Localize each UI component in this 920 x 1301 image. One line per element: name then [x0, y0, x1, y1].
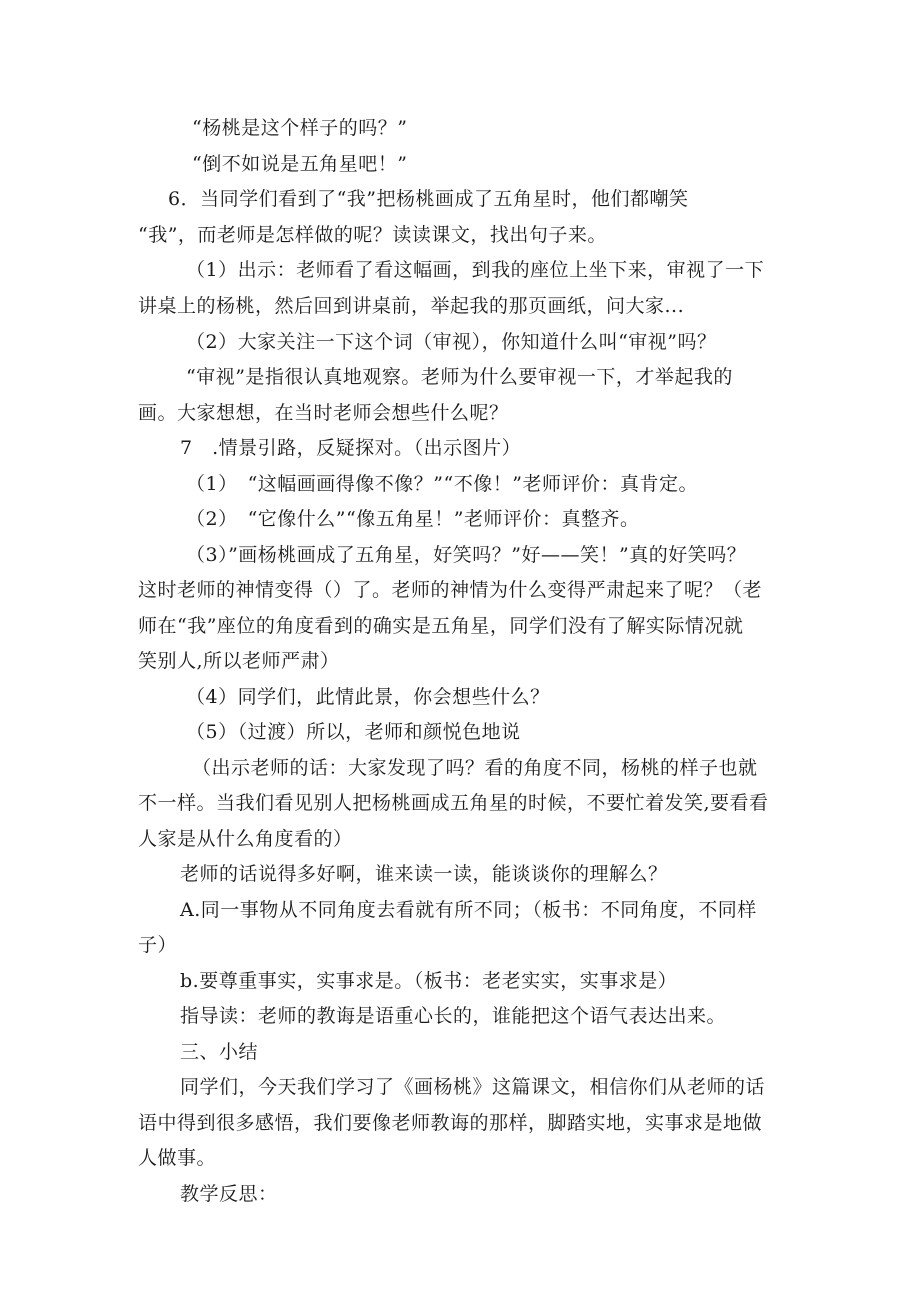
text-line: （2）大家关注一下这个词（审视），你知道什么叫“审视”吗？ — [186, 331, 717, 353]
text-line: 师在“我”座位的角度看到的确实是五角星，同学们没有了解实际情况就 — [138, 615, 744, 637]
text-line: 人做事。 — [138, 1147, 217, 1169]
text-line: “审视”是指很认真地观察。老师为什么要审视一下，才举起我的 — [186, 366, 733, 388]
text-line: （1） “这幅画画得像不像？”“不像！”老师评价：真肯定。 — [186, 473, 698, 495]
text-line: （5）（过渡）所以，老师和颜悦色地说 — [186, 721, 521, 743]
text-line: （4）同学们，此情此景，你会想些什么？ — [186, 686, 550, 708]
text-line: 同学们，今天我们学习了《画杨桃》这篇课文，相信你们从老师的话 — [180, 1076, 766, 1098]
text-line: “我”，而老师是怎样做的呢？读读课文，找出句子来。 — [138, 224, 607, 246]
text-line: 语中得到很多感悟，我们要像老师教诲的那样，脚踏实地，实事求是地做 — [138, 1112, 763, 1134]
text-line: 子） — [138, 934, 178, 956]
section-heading: 教学反思： — [180, 1183, 278, 1205]
text-line: 人家是从什么角度看的） — [138, 828, 353, 850]
text-line: A.同一事物从不同角度去看就有所不同；（板书：不同角度，不同样 — [180, 899, 757, 921]
text-line: “杨桃是这个样子的吗？” — [192, 117, 408, 139]
section-heading: 三、小结 — [180, 1041, 259, 1063]
text-line: 6．当同学们看到了“我”把杨桃画成了五角星时，他们都嘲笑 — [168, 188, 689, 210]
text-line: 不一样。当我们看见别人把杨桃画成五角星的时候，不要忙着发笑,要看看 — [138, 792, 769, 814]
text-line: （出示老师的话：大家发现了吗？看的角度不同，杨桃的样子也就 — [192, 757, 758, 779]
text-line: （3）”画杨桃画成了五角星，好笑吗？”好——笑！”真的好笑吗？ — [186, 544, 747, 566]
text-line: b.要尊重事实，实事求是。（板书：老老实实，实事求是） — [180, 970, 678, 992]
text-line: 画。大家想想，在当时老师会想些什么呢？ — [138, 402, 509, 424]
text-line: （2） “它像什么”“像五角星！”老师评价：真整齐。 — [186, 508, 640, 530]
text-line: 讲桌上的杨桃，然后回到讲桌前，举起我的那页画纸，问大家... — [138, 295, 685, 317]
text-line: “倒不如说是五角星吧！” — [192, 153, 408, 175]
text-line: 这时老师的神情变得（）了。老师的神情为什么变得严肃起来了呢？（老 — [138, 579, 763, 601]
text-line: 老师的话说得多好啊，谁来读一读，能谈谈你的理解么？ — [180, 863, 668, 885]
text-line: 笑别人,所以老师严肃） — [138, 650, 340, 672]
text-line: （1）出示：老师看了看这幅画，到我的座位上坐下来，审视了一下 — [186, 259, 765, 281]
text-line: 指导读：老师的教诲是语重心长的，谁能把这个语气表达出来。 — [180, 1005, 727, 1027]
text-line: 7 .情景引路，反疑探对。（出示图片） — [180, 437, 522, 459]
